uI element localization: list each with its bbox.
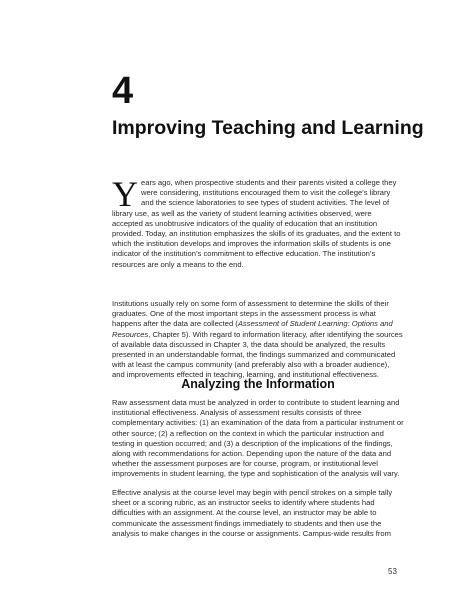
analysis-paragraph: Raw assessment data must be analyzed in order to contribute to student learning and institutional effectiveness. Analysis of assessment results consists of three complementary activities: (1) an examination of the data from a particular instrument or other source; (2) a reflection on the context in which the particular instruction and testing in question occurred; and (3) a description of the implications of the findings, along with recommendations for action. Depending upon the nature of the data and whether the assessment purposes are for course, program, or institutional level improvements in student learning, the type and sophistication of the analysis will vary. — [112, 398, 404, 479]
page-number: 53 — [388, 567, 397, 576]
assessment-paragraph-lead: Institutions usually rely on some form of assessment to determine the skills of their graduates. One of the most important steps in the assessment process is what happens after the data are collected ( — [112, 299, 389, 329]
assessment-paragraph — [112, 299, 404, 381]
section-heading: Analyzing the Information — [181, 377, 335, 391]
intro-paragraph-text: ears ago, when prospective students and their parents visited a college they were considering, institutions encouraged them to visit the college’s library and the science laboratories to see types of student activities. The level of library use, as well as the variety of student learning activities observed, were accepted as unobtrusive indicators of the quality of education that an institution provided. Today, an institution emphasizes the skills of its graduates, and the extent to which the institution develops and improves the information skills of students is one indicator of the institution’s commitment to effective education. The institution’s resources are only a means to the end. — [112, 178, 401, 269]
chapter-title: Improving Teaching and Learning — [112, 117, 424, 139]
chapter-number: 4 — [112, 70, 134, 112]
course-level-paragraph: Effective analysis at the course level may begin with pencil strokes on a simple tally sheet or a scoring rubric, as an instructor seeks to identify where students had difficulties with an assignment. At the course level, an instructor may be able to communicate the assessment findings immediately to students and then use the analysis to make changes in the course or assignments. Campus-wide results from — [112, 488, 393, 538]
intro-paragraph — [112, 174, 404, 270]
book-title-reference: Assessment of Student Learning: Options and Resources — [112, 319, 393, 339]
drop-cap: Y — [112, 174, 138, 214]
assessment-paragraph-rest: , Chapter 5). With regard to information literacy, after identifying the sources of available data discussed in Chapter 3, the data should be analyzed, the results presented in an understandable format, the findings summarized and communicated with at least the campus community (and preferably also with a broader audience), and improvements effected in teaching, learning, and institutional effectiveness. — [112, 329, 403, 380]
